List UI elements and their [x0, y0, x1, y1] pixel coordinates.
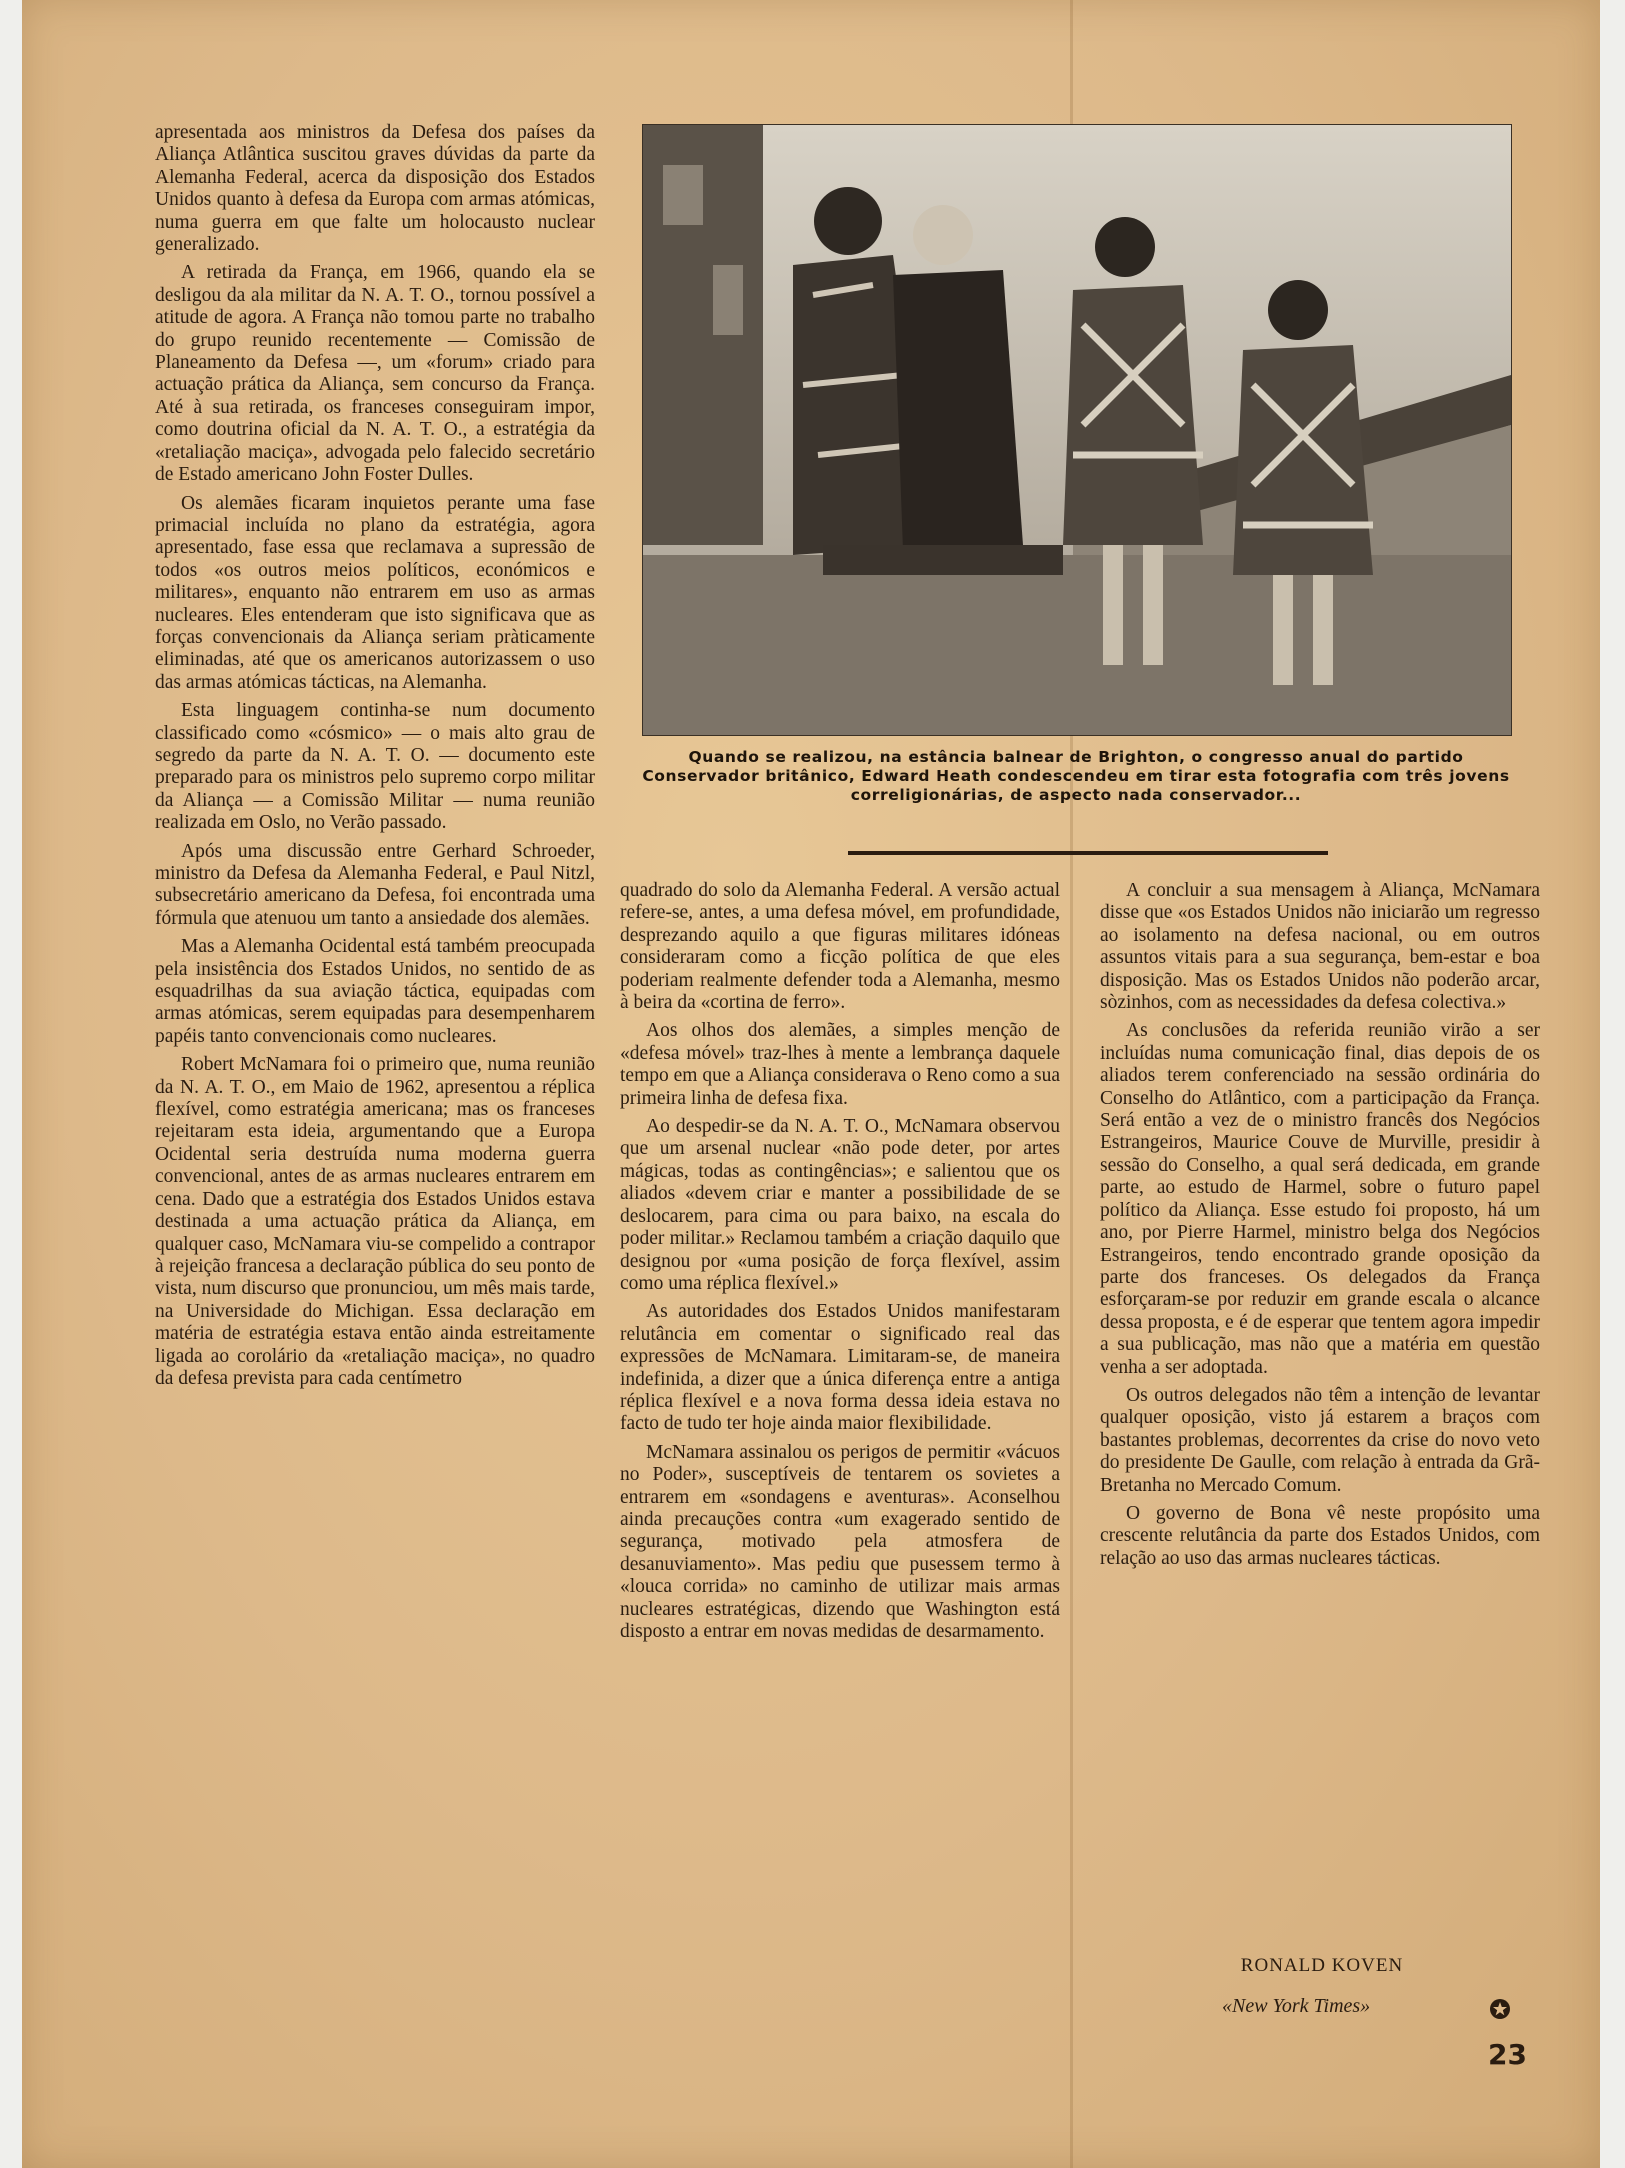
paragraph: Os outros delegados não têm a intenção de levantar qualquer oposição, visto já estarem a braços com bastantes problemas, decorrentes da crise do novo veto do presidente De Gaulle, com relação à entrada da Grã-Bretanha no Mercado Comum.: [1100, 1384, 1540, 1496]
article-column-1: [155, 122, 595, 1396]
paragraph: As autoridades dos Estados Unidos manifestaram relutância em comentar o significado real das expressões de McNamara. Limitaram-se, de maneira indefinida, a dizer que a única diferença entre a antiga réplica flexível e a nova forma dessa ideia estava no facto de tudo ter hoje ainda maior flexibilidade.: [620, 1301, 1060, 1435]
paragraph: Aos olhos dos alemães, a simples menção de «defesa móvel» traz-lhes à mente a lembrança daquele tempo em que a Aliança considerava o Reno como a sua primeira linha de defesa fixa.: [620, 1020, 1060, 1109]
author-byline: RONALD KOVEN: [1240, 1955, 1404, 1976]
paragraph: McNamara assinalou os perigos de permitir «vácuos no Poder», susceptíveis de tentarem os sovietes a entrarem em «sondagens e aventuras». Aconselhou ainda precauções contra «um exagerado sentido de segurança, motivado pela atmosfera de desanuviamento». Mas pediu que pusessem termo à «louca corrida» no caminho de utilizar mais armas nucleares estratégicas, dizendo que Washington está disposto a entrar em novas medidas de desarmamento.: [620, 1441, 1060, 1642]
news-photo: [642, 124, 1512, 736]
magazine-page: [22, 0, 1600, 2168]
paragraph: A retirada da França, em 1966, quando ela se desligou da ala militar da N. A. T. O., tornou possível a atitude de agora. A França não tomou parte no trabalho do grupo reunido recentemente — Comissão de Planeamento da Defesa —, um «forum» criado para actuação prática da Aliança, sem concurso da França. Até à sua retirada, os franceses conseguiram impor, como doutrina oficial da N. A. T. O., a estratégia da «retaliação maciça», advogada pelo falecido secretário de Estado americano John Foster Dulles.: [155, 262, 595, 486]
source-credit: «New York Times»: [1222, 1995, 1371, 2017]
paragraph: As conclusões da referida reunião virão a ser incluídas numa comunicação final, dias depois de os aliados terem conferenciado na sessão ordinária do Conselho do Atlântico, com a participação da França. Será então a vez de o ministro francês dos Negócios Estrangeiros, Maurice Couve de Murville, presidir à sessão do Conselho, a qual será dedicada, em grande parte, ao estudo de Harmel, sobre o futuro papel político da Aliança. Esse estudo foi proposto, há um ano, por Pierre Harmel, ministro belga dos Negócios Estrangeiros, tendo encontrado grande oposição da parte dos franceses. Os delegados da França esforçaram-se por reduzir em grande escala o alcance dessa proposta, e é de esperar que tentem agora impedir a sua publicação, mas não que a matéria em questão venha a ser adoptada.: [1100, 1020, 1540, 1378]
paragraph: O governo de Bona vê neste propósito uma crescente relutância da parte dos Estados Unidos, com relação ao uso das armas nucleares tácticas.: [1100, 1502, 1540, 1569]
star-circle-icon: [1489, 1998, 1511, 2020]
article-column-2: [620, 880, 1060, 1649]
paragraph: Após uma discussão entre Gerhard Schroeder, ministro da Defesa da Alemanha Federal, e Paul Nitzl, subsecretário americano da Defesa, foi encontrada uma fórmula que atenuou um tanto a ansiedade dos alemães.: [155, 840, 595, 929]
paragraph: Esta linguagem continha-se num documento classificado como «cósmico» — o mais alto grau de segredo da parte da N. A. T. O. — documento este preparado para os ministros pelo supremo corpo militar da Aliança — a Comissão Militar — numa reunião realizada em Oslo, no Verão passado.: [155, 700, 595, 834]
divider-rule: [848, 851, 1328, 855]
paragraph: quadrado do solo da Alemanha Federal. A versão actual refere-se, antes, a uma defesa móvel, em profundidade, desprezando aquilo a que figuras militares idóneas consideraram como a ficção política de que eles poderiam realmente defender toda a Alemanha, mesmo à beira da «cortina de ferro».: [620, 880, 1060, 1014]
paragraph: Ao despedir-se da N. A. T. O., McNamara observou que um arsenal nuclear «não pode deter, por artes mágicas, todas as contingências»; e salientou que os aliados «devem criar e manter a possibilidade de se deslocarem, para cima ou para baixo, na escala do poder militar.» Reclamou também a criação daquilo que designou por «uma posição de força flexível, assim como uma réplica flexível.»: [620, 1116, 1060, 1294]
paragraph: Mas a Alemanha Ocidental está também preocupada pela insistência dos Estados Unidos, no sentido de as esquadrilhas da sua aviação táctica, equipadas com armas atómicas, serem equipadas para desempenharem papéis tanto convencionais como nucleares.: [155, 936, 595, 1047]
photo-caption: Quando se realizou, na estância balnear de Brighton, o congresso anual do partido Conservador britânico, Edward Heath condescendeu em tirar esta fotografia com três jovens correligionárias, de aspecto nada conservador...: [642, 748, 1510, 804]
paragraph: apresentada aos ministros da Defesa dos países da Aliança Atlântica suscitou graves dúvidas da parte da Alemanha Federal, acerca da disposição dos Estados Unidos quanto à defesa da Europa com armas atómicas, numa guerra em que falte um holocausto nuclear generalizado.: [155, 122, 595, 256]
article-column-3: [1100, 880, 1540, 1576]
page-number: 23: [1488, 2038, 1527, 2071]
paragraph: A concluir a sua mensagem à Aliança, McNamara disse que «os Estados Unidos não iniciarão um regresso ao isolamento na defesa nacional, ou em outros assuntos vitais para a sua segurança, bem-estar e boa disposição. Mas os Estados Unidos não poderão arcar, sòzinhos, com as necessidades da defesa colectiva.»: [1100, 880, 1540, 1014]
paragraph: Os alemães ficaram inquietos perante uma fase primacial incluída no plano da estratégia, agora apresentado, fase essa que reclamava a supressão de todos «os outros meios políticos, económicos e militares», enquanto não entrarem em uso as armas nucleares. Eles entenderam que isto significava que as forças convencionais da Aliança seriam pràticamente eliminadas, até que os americanos autorizassem o uso das armas atómicas tácticas, na Alemanha.: [155, 492, 595, 693]
paragraph: Robert McNamara foi o primeiro que, numa reunião da N. A. T. O., em Maio de 1962, apresentou a réplica flexível, como estratégia americana; mas os franceses rejeitaram esta ideia, argumentando que a Europa Ocidental seria destruída numa moderna guerra convencional, antes de as armas nucleares entrarem em cena. Dado que a estratégia dos Estados Unidos estava destinada a uma actuação prática da Aliança, em qualquer caso, McNamara viu-se compelido a contrapor à rejeição francesa a declaração pública do seu ponto de vista, num discurso que pronunciou, um mês mais tarde, na Universidade do Michigan. Essa declaração em matéria de estratégia estava então ainda estreitamente ligada ao corolário da «retaliação maciça», no quadro da defesa prevista para cada centímetro: [155, 1054, 595, 1389]
